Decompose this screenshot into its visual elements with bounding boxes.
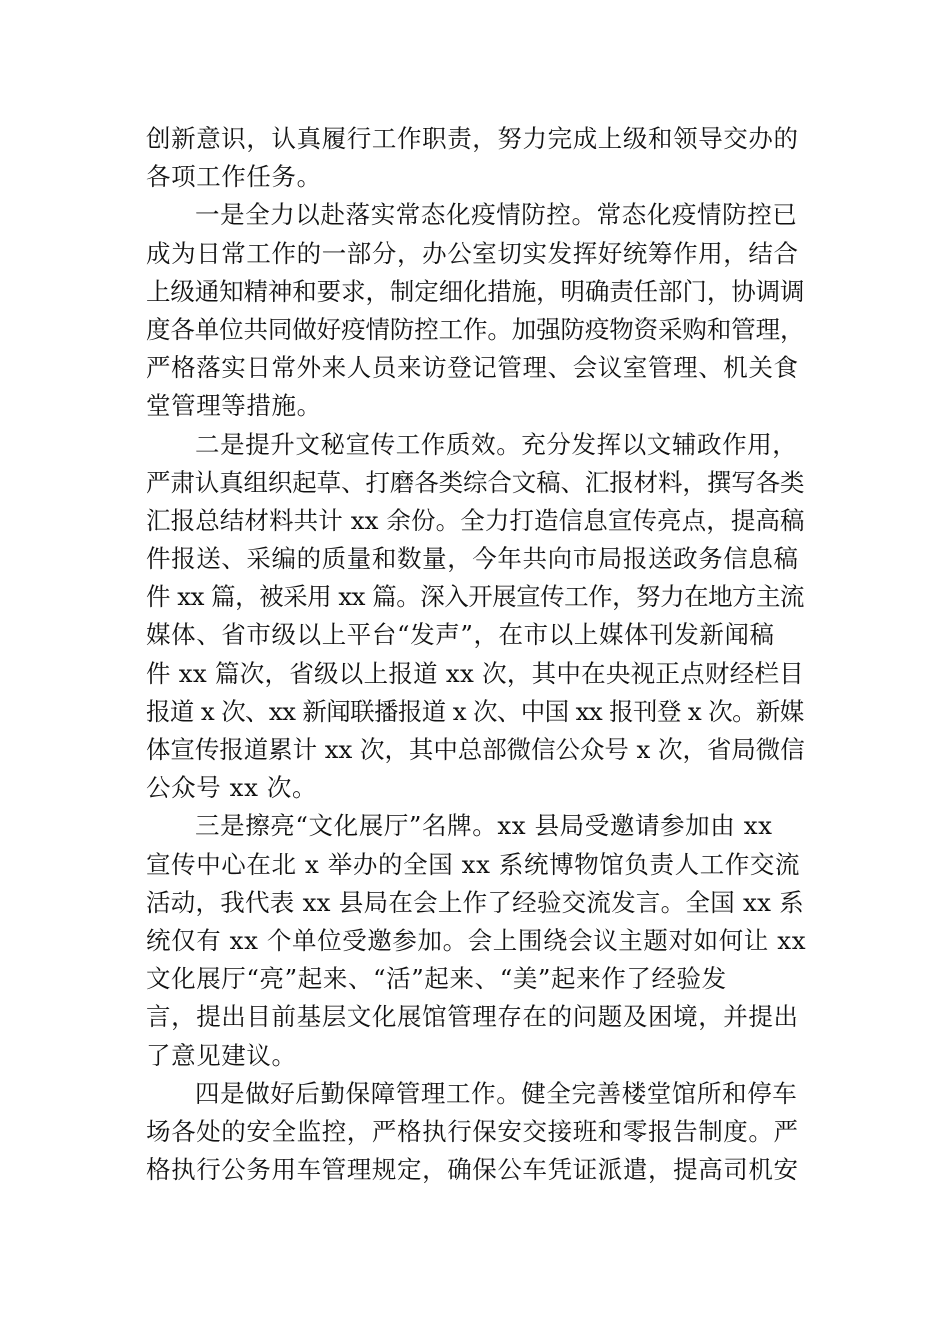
- text-line: 了意见建议。: [146, 1040, 297, 1070]
- text-line: 汇报总结材料共计 xx 余份。全力打造信息宣传亮点，提高稿: [146, 505, 805, 535]
- text-line: 公众号 xx 次。: [146, 773, 318, 803]
- paragraph-heading-line: 一是全力以赴落实常态化疫情防控。常态化疫情防控已: [195, 200, 798, 230]
- text-line: 报道 x 次、xx 新闻联播报道 x 次、中国 xx 报刊登 x 次。新媒: [146, 696, 804, 726]
- text-line: 严格落实日常外来人员来访登记管理、会议室管理、机关食: [146, 353, 799, 383]
- text-line: 各项工作任务。: [146, 162, 322, 192]
- text-line: 堂管理等措施。: [146, 391, 322, 421]
- document-body: [146, 120, 806, 1189]
- text-line: 度各单位共同做好疫情防控工作。加强防疫物资采购和管理，: [146, 314, 805, 344]
- text-line: 宣传中心在北 x 举办的全国 xx 系统博物馆负责人工作交流: [146, 849, 801, 879]
- paragraph-heading-line: 三是擦亮“文化展厅”名牌。xx 县局受邀请参加由 xx: [195, 811, 773, 841]
- text-line: 件报送、采编的质量和数量，今年共向市局报送政务信息稿: [146, 544, 799, 574]
- paragraph-heading-line: 四是做好后勤保障管理工作。健全完善楼堂馆所和停车: [195, 1078, 798, 1108]
- text-line: 件 xx 篇，被采用 xx 篇。深入开展宣传工作，努力在地方主流: [146, 582, 805, 612]
- paragraph-heading-line: 二是提升文秘宣传工作质效。充分发挥以文辅政作用，: [195, 429, 798, 459]
- text-line: 场各处的安全监控，严格执行保安交接班和零报告制度。严: [146, 1116, 799, 1146]
- text-line: 件 xx 篇次，省级以上报道 xx 次，其中在央视正点财经栏目: [146, 658, 804, 688]
- text-line: 格执行公务用车管理规定，确保公车凭证派遣，提高司机安: [146, 1155, 799, 1185]
- text-line: 活动，我代表 xx 县局在会上作了经验交流发言。全国 xx 系: [146, 887, 804, 917]
- text-line: 创新意识，认真履行工作职责，努力完成上级和领导交办的: [146, 124, 799, 153]
- text-line: 上级通知精神和要求，制定细化措施，明确责任部门，协调调: [146, 276, 805, 306]
- text-line: 体宣传报道累计 xx 次，其中总部微信公众号 x 次，省局微信: [146, 735, 805, 764]
- text-line: 文化展厅“亮”起来、“活”起来、“美”起来作了经验发: [146, 964, 727, 994]
- text-line: 媒体、省市级以上平台“发声”，在市以上媒体刊发新闻稿: [146, 620, 775, 650]
- text-line: 成为日常工作的一部分，办公室切实发挥好统筹作用，结合: [146, 238, 799, 268]
- text-line: 严肃认真组织起草、打磨各类综合文稿、汇报材料，撰写各类: [146, 467, 805, 497]
- text-line: 统仅有 xx 个单位受邀参加。会上围绕会议主题对如何让 xx: [146, 925, 807, 955]
- text-line: 言，提出目前基层文化展馆管理存在的问题及困境，并提出: [146, 1002, 799, 1032]
